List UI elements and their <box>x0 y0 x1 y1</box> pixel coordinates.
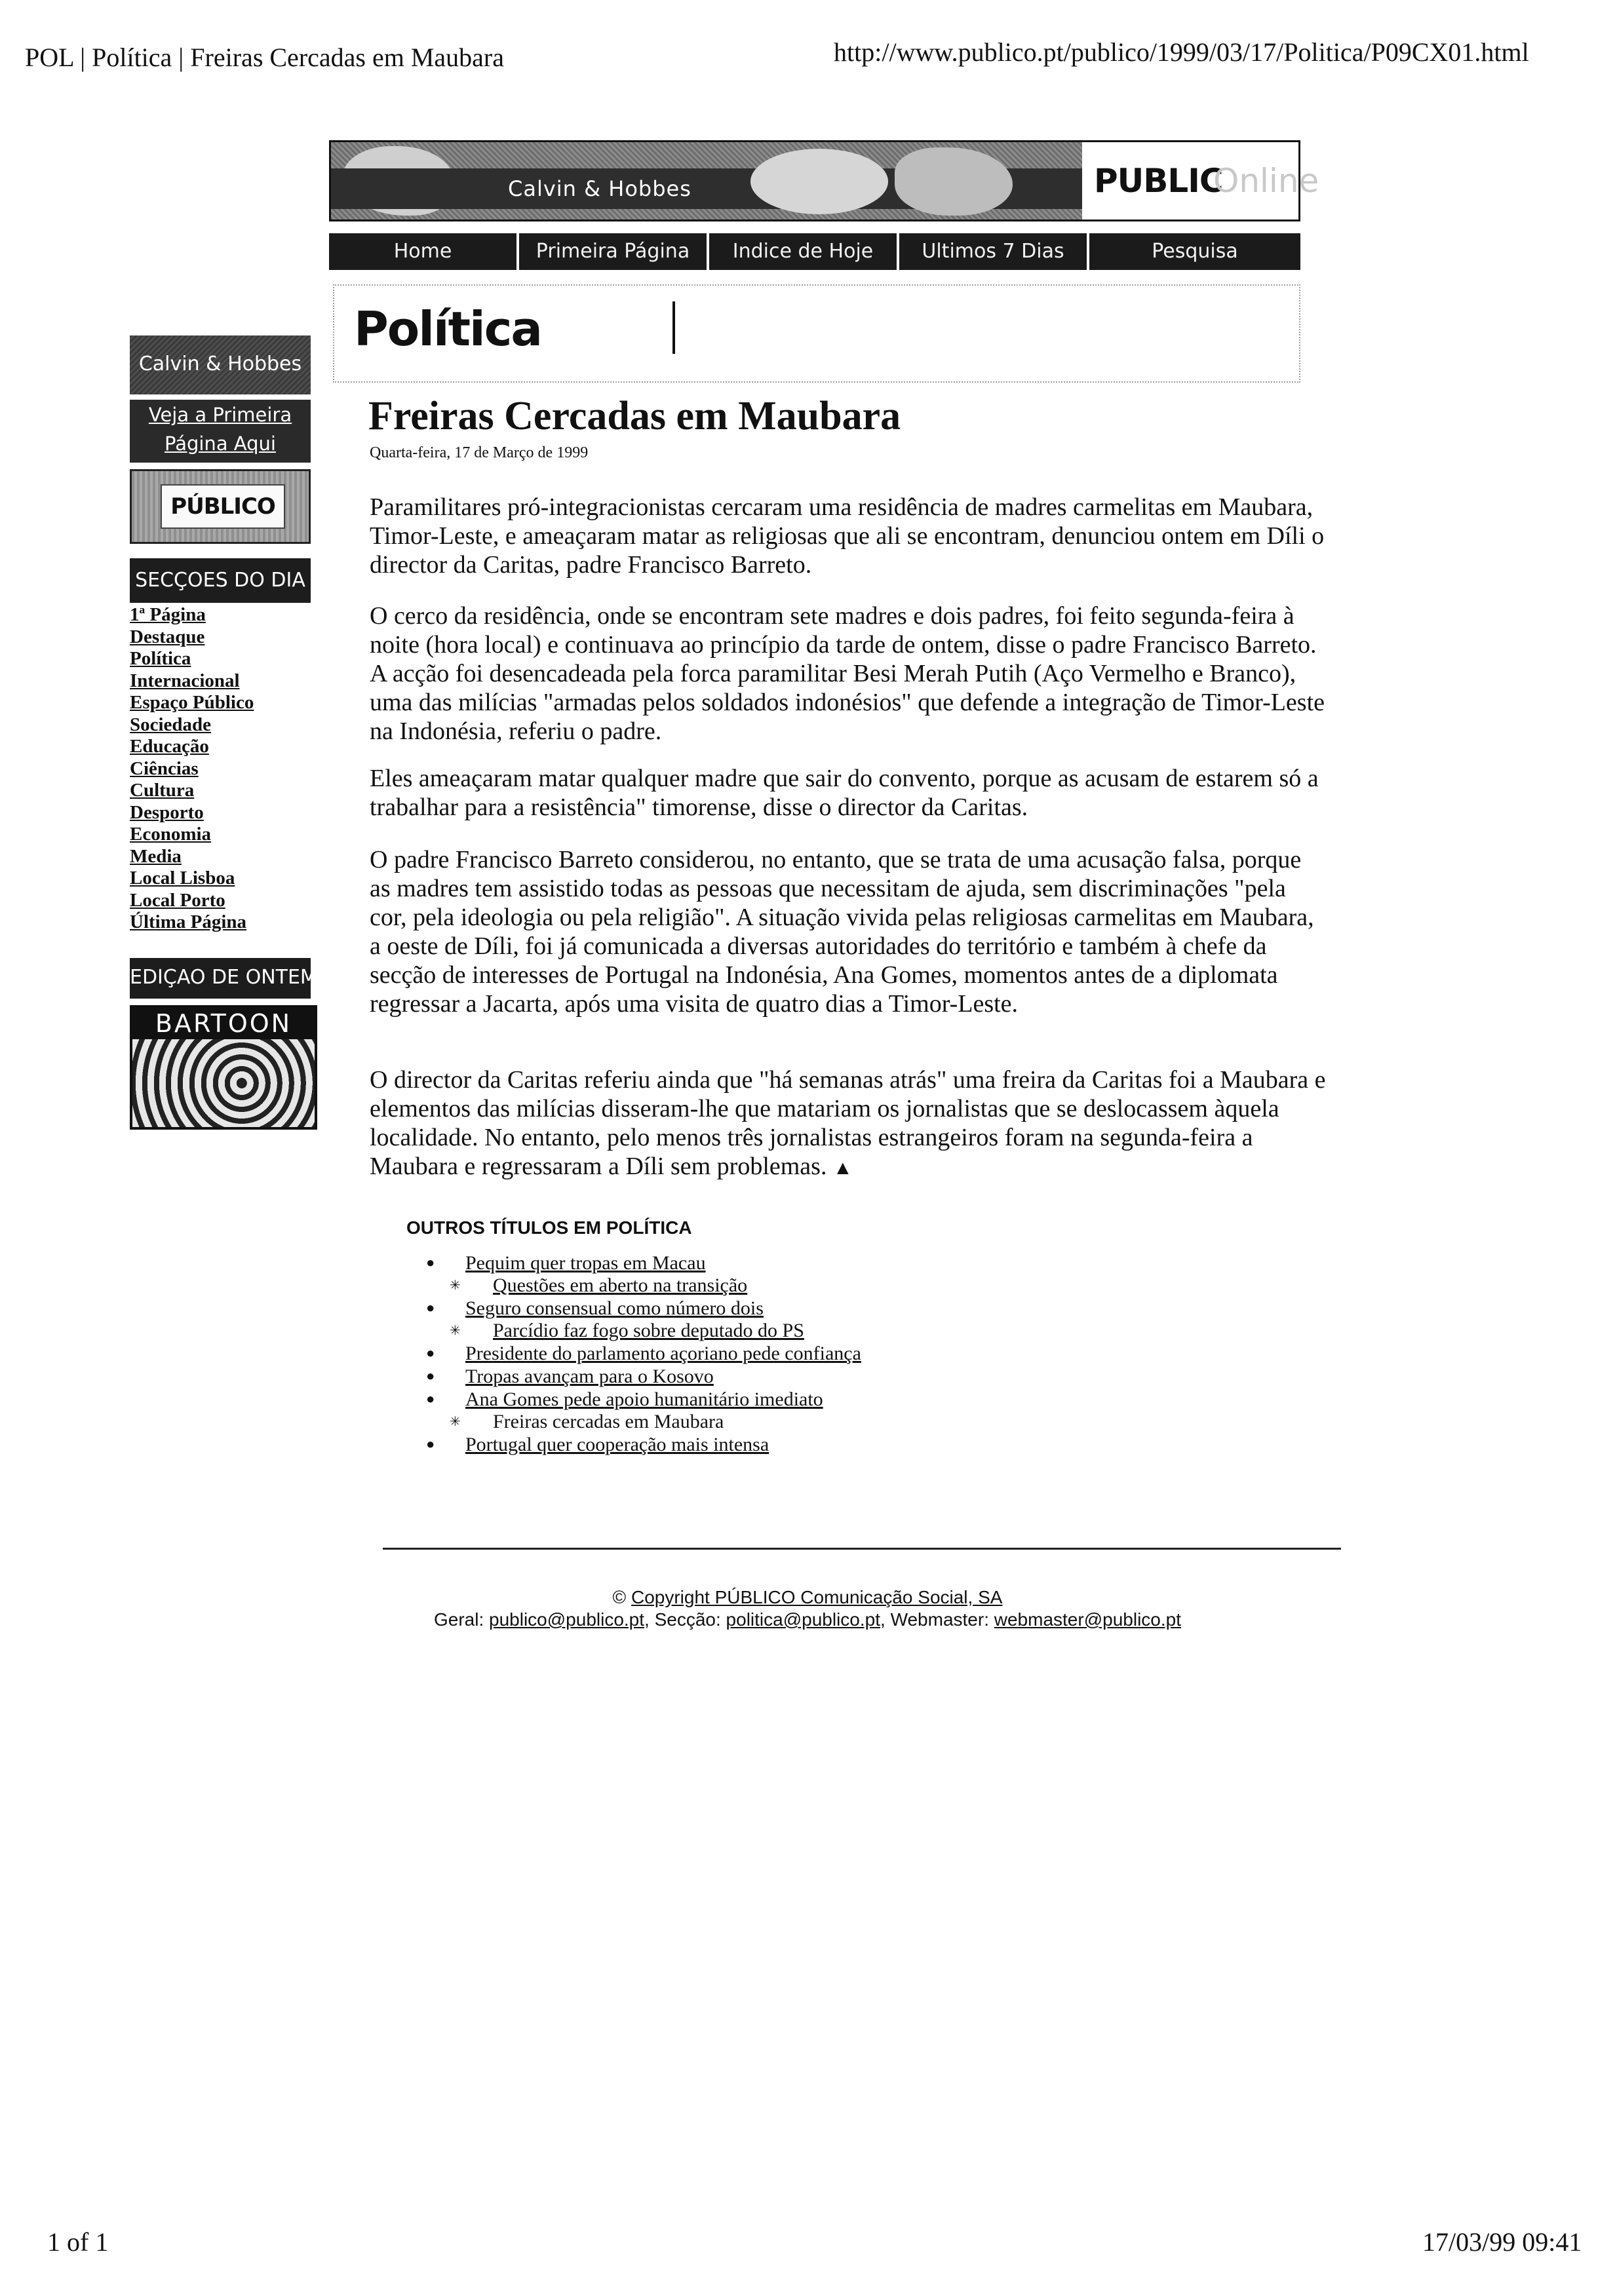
list-item <box>426 1252 861 1274</box>
copyright-symbol: © <box>612 1587 627 1607</box>
bullet-icon: ● <box>426 1368 435 1384</box>
sidebar-seccoes-heading <box>130 558 311 603</box>
article-paragraph: O padre Francisco Barreto considerou, no entanto, que se trata de uma acusação falsa, porque as madres tem assistido todas as pessoas que necessitam de ajuda, sem discriminações "pela cor, pela ideologia ou pela religião". A situação vivida pelas religiosas carmelitas em Maubara, a oeste de Díli, foi já comunicada a diversas autoridades do território e também à chefe da secção de interesses de Portugal na Indonésia, Ana Gomes, momentos antes de a diplomata regressar a Jacarta, após uma visita de quatro dias a Timor-Leste. <box>370 846 1314 1018</box>
sidebar-veja-primeira-pagina-button[interactable] <box>130 400 311 463</box>
nav-home[interactable]: Home <box>329 233 519 270</box>
other-titles-list <box>426 1252 861 1456</box>
star-bullet-icon: ✳ <box>450 1415 461 1429</box>
publico-online-logo[interactable] <box>1082 142 1319 220</box>
sidebar-link-politica[interactable]: Política <box>130 648 191 669</box>
nav-primeira-pagina[interactable]: Primeira Página <box>519 233 709 270</box>
veja-label-line1: Veja a Primeira <box>148 404 292 426</box>
banner-title: Calvin & Hobbes <box>508 176 691 201</box>
sidebar-edicao-de-ontem-button[interactable] <box>130 958 317 999</box>
sidebar-link-internacional[interactable]: Internacional <box>130 670 240 691</box>
list-item <box>426 1342 861 1365</box>
site-banner[interactable] <box>329 140 1319 221</box>
sidebar-link-ciencias[interactable]: Ciências <box>130 757 199 779</box>
current-article-title: Freiras cercadas em Maubara <box>493 1411 724 1432</box>
list-item <box>426 1388 861 1411</box>
sidebar-link-local-porto[interactable]: Local Porto <box>130 889 225 911</box>
veja-label-line2: Página Aqui <box>165 432 276 455</box>
other-title-link[interactable]: Tropas avançam para o Kosovo <box>465 1366 714 1387</box>
sidebar-link-desporto[interactable]: Desporto <box>130 801 204 823</box>
star-bullet-icon: ✳ <box>450 1278 461 1293</box>
bartoon-title-bar <box>132 1008 315 1039</box>
sidebar-link-media[interactable]: Media <box>130 845 182 867</box>
sidebar-link-economia[interactable]: Economia <box>130 824 212 845</box>
contact-line: Geral: publico@publico.pt, Secção: politica@publico.pt, Webmaster: webmaster@publico.pt <box>433 1609 1181 1630</box>
print-page-count: 1 of 1 <box>47 2227 109 2257</box>
sidebar-section-links <box>130 604 254 934</box>
edicao-label: EDIÇAO DE ONTEM <box>130 966 317 989</box>
nav-ultimos-7-dias[interactable]: Ultimos 7 Dias <box>899 233 1089 270</box>
other-title-link[interactable]: Portugal quer cooperação mais intensa <box>465 1434 769 1455</box>
geral-email-link[interactable]: publico@publico.pt <box>489 1609 645 1630</box>
sidebar-link-sociedade[interactable]: Sociedade <box>130 714 212 735</box>
geral-label: Geral: <box>433 1609 484 1630</box>
article-paragraph-last <box>370 1065 1327 1183</box>
bullet-icon: ● <box>426 1390 435 1407</box>
bartoon-label: BARTOON <box>155 1009 292 1038</box>
copyright-link[interactable]: Copyright PÚBLICO Comunicação Social, SA <box>631 1587 1003 1607</box>
webmaster-label: Webmaster: <box>890 1609 989 1630</box>
publico-masthead-label: PÚBLICO <box>170 493 275 520</box>
copyright-line <box>0 1587 1615 1608</box>
sidebar-calvin-label: Calvin & Hobbes <box>138 353 302 375</box>
bullet-icon: ● <box>426 1254 435 1271</box>
list-item <box>426 1365 861 1388</box>
footer-rule <box>383 1548 1341 1550</box>
other-title-link[interactable]: Presidente do parlamento açoriano pede confiança <box>465 1343 861 1364</box>
sidebar-bartoon-button[interactable] <box>130 1005 317 1130</box>
nav-pesquisa[interactable]: Pesquisa <box>1152 240 1238 263</box>
publico-masthead <box>161 484 285 529</box>
article-paragraph: O cerco da residência, onde se encontram sete madres e dois padres, foi feito segunda-feira à noite (hora local) e continuava ao princípio da tarde de ontem, disse o padre Francisco Barreto. A acção foi desencadeada pela forca paramilitar Besi Merah Putih (Aço Vermelho e Branco), uma das milícias "armadas pelos soldados indonésios" que defende a integração de Timor-Leste na Indonésia, referiu o padre. <box>370 602 1325 745</box>
nav-indice-de-hoje[interactable]: Indice de Hoje <box>709 233 899 270</box>
seccao-email-link[interactable]: politica@publico.pt <box>726 1609 880 1630</box>
sidebar-link-ultima-pagina[interactable]: Última Página <box>130 911 247 932</box>
section-title: Política <box>354 301 541 356</box>
back-to-top-triangle-icon[interactable]: ▲ <box>832 1157 853 1179</box>
other-title-link[interactable]: Seguro consensual como número dois <box>465 1297 764 1319</box>
top-navigation <box>329 233 1300 270</box>
list-item <box>426 1320 861 1342</box>
print-page-title: POL | Política | Freiras Cercadas em Maubara <box>25 43 504 72</box>
bullet-icon: ● <box>426 1436 435 1452</box>
logo-bold-text: PUBLIC <box>1094 162 1223 200</box>
article-paragraph: Eles ameaçaram matar qualquer madre que sair do convento, porque as acusam de estarem só a trabalhar para a resistência" timorense, disse o director da Caritas. <box>370 765 1319 821</box>
webmaster-email-link[interactable]: webmaster@publico.pt <box>994 1609 1181 1630</box>
sidebar-link-educacao[interactable]: Educação <box>130 736 209 757</box>
list-item <box>426 1433 861 1456</box>
article-dateline: Quarta-feira, 17 de Março de 1999 <box>370 444 589 461</box>
logo-light-text: Online <box>1213 162 1319 200</box>
bullet-icon: ● <box>426 1345 435 1361</box>
other-title-link[interactable]: Ana Gomes pede apoio humanitário imediato <box>465 1388 823 1410</box>
article-paragraph: Paramilitares pró-integracionistas cercaram uma residência de madres carmelitas em Maubara, Timor-Leste, e ameaçaram matar as religiosas que ali se encontram, denunciou ontem em Díli o director da Caritas, padre Francisco Barreto. <box>370 493 1325 579</box>
seccoes-label: SECÇOES DO DIA <box>135 569 305 592</box>
cartoon-illustration <box>750 149 888 214</box>
sidebar-link-destaque[interactable]: Destaque <box>130 626 205 647</box>
article-headline: Freiras Cercadas em Maubara <box>368 394 901 438</box>
article-paragraph-text: O director da Caritas referiu ainda que "há semanas atrás" uma freira da Caritas foi a Maubara e elementos das milícias disseram-lhe que matariam os jornalistas que se deslocassem àquela localidade. No entanto, pelo menos três jornalistas estrangeiros foram na segunda-feira a Maubara e regressaram a Díli sem problemas. <box>370 1066 1326 1180</box>
bullet-icon: ● <box>426 1299 435 1316</box>
sidebar-link-1a-pagina[interactable]: 1ª Página <box>130 604 206 625</box>
star-bullet-icon: ✳ <box>450 1324 461 1338</box>
seccao-label: Secção: <box>654 1609 721 1630</box>
list-item <box>426 1411 861 1433</box>
print-page-url: http://www.publico.pt/publico/1999/03/17/Politica/P09CX01.html <box>834 37 1529 67</box>
other-title-link[interactable]: Parcídio faz fogo sobre deputado do PS <box>493 1320 804 1341</box>
sidebar-link-local-lisboa[interactable]: Local Lisboa <box>130 868 235 889</box>
sidebar-calvin-hobbes-button[interactable] <box>130 335 311 394</box>
bartoon-cartoon-image <box>132 1039 315 1127</box>
list-item <box>426 1297 861 1320</box>
other-title-link[interactable]: Pequim quer tropas em Macau <box>465 1252 706 1274</box>
cartoon-illustration <box>895 147 1013 216</box>
other-titles-heading: OUTROS TÍTULOS EM POLÍTICA <box>406 1217 692 1238</box>
sidebar-publico-front-page-image[interactable] <box>130 469 311 544</box>
sidebar-link-espaco-publico[interactable]: Espaço Público <box>130 692 254 713</box>
list-item <box>426 1274 861 1297</box>
print-datetime: 17/03/99 09:41 <box>1422 2227 1582 2257</box>
section-divider <box>672 301 675 354</box>
sidebar-link-cultura[interactable]: Cultura <box>130 780 195 801</box>
other-title-link[interactable]: Questões em aberto na transição <box>493 1274 748 1296</box>
